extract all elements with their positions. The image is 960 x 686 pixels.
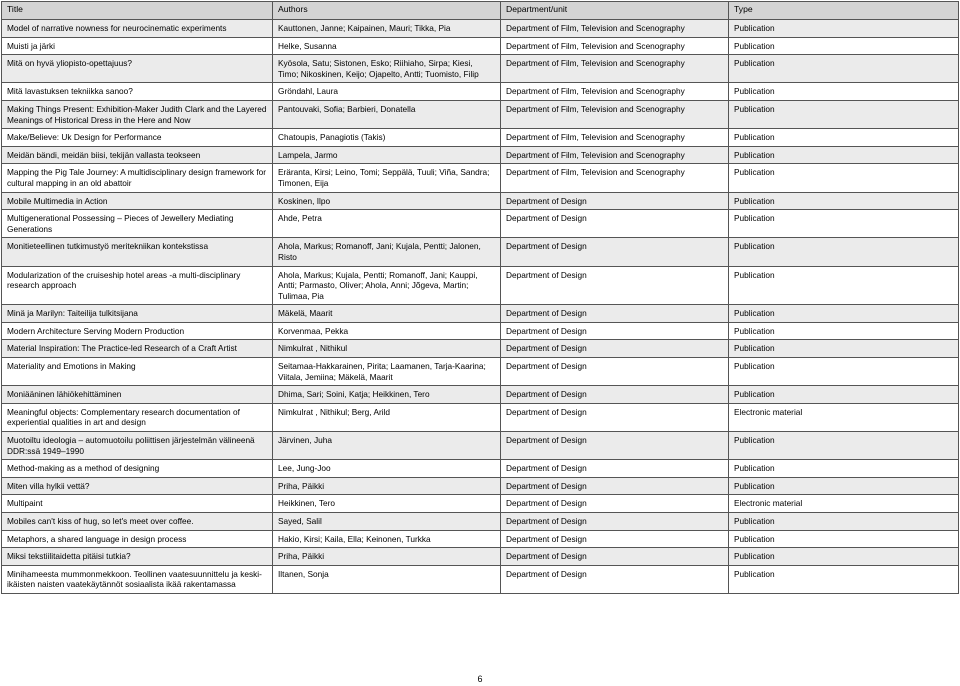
cell-authors: Koskinen, Ilpo xyxy=(273,192,501,210)
page-number: 6 xyxy=(477,674,483,684)
cell-department: Department of Design xyxy=(501,322,729,340)
cell-authors: Dhima, Sari; Soini, Katja; Heikkinen, Tero xyxy=(273,386,501,404)
cell-title: Method-making as a method of designing xyxy=(2,460,273,478)
cell-title: Mapping the Pig Tale Journey: A multidisciplinary design framework for cultural mapping in an old abattoir xyxy=(2,164,273,192)
table-row xyxy=(2,530,959,548)
cell-department: Department of Design xyxy=(501,340,729,358)
header-title: Title xyxy=(2,2,273,20)
table-row xyxy=(2,432,959,460)
cell-type: Publication xyxy=(729,477,959,495)
cell-department: Department of Design xyxy=(501,530,729,548)
table-row xyxy=(2,55,959,83)
cell-authors: Mäkelä, Maarit xyxy=(273,305,501,323)
table-row xyxy=(2,358,959,386)
cell-type: Publication xyxy=(729,55,959,83)
table-row xyxy=(2,210,959,238)
table-row xyxy=(2,20,959,38)
table-row xyxy=(2,37,959,55)
cell-authors: Iltanen, Sonja xyxy=(273,565,501,593)
cell-authors: Seitamaa-Hakkarainen, Pirita; Laamanen, Tarja-Kaarina; Viitala, Jemiina; Mäkelä, Maarit xyxy=(273,358,501,386)
table-row xyxy=(2,513,959,531)
table-row xyxy=(2,477,959,495)
cell-title: Materiality and Emotions in Making xyxy=(2,358,273,386)
table-row xyxy=(2,266,959,305)
cell-title: Making Things Present: Exhibition-Maker Judith Clark and the Layered Meanings of Historical Dress in the Here and Now xyxy=(2,100,273,128)
table-row xyxy=(2,322,959,340)
cell-department: Department of Design xyxy=(501,386,729,404)
cell-type: Publication xyxy=(729,129,959,147)
cell-title: Miksi tekstiilitaidetta pitäisi tutkia? xyxy=(2,548,273,566)
cell-department: Department of Design xyxy=(501,238,729,266)
cell-title: Minihameesta mummonmekkoon. Teollinen vaatesuunnittelu ja keski-ikäisten naisten vaatekäytännöt sosiaalista ikää rakentamassa xyxy=(2,565,273,593)
cell-type: Publication xyxy=(729,460,959,478)
cell-department: Department of Design xyxy=(501,460,729,478)
table-row xyxy=(2,403,959,431)
cell-department: Department of Design xyxy=(501,305,729,323)
cell-type: Publication xyxy=(729,548,959,566)
table-body xyxy=(2,20,959,594)
cell-department: Department of Design xyxy=(501,358,729,386)
cell-authors: Ahola, Markus; Romanoff, Jani; Kujala, Pentti; Jalonen, Risto xyxy=(273,238,501,266)
cell-title: Moniääninen lähiökehittäminen xyxy=(2,386,273,404)
cell-authors: Helke, Susanna xyxy=(273,37,501,55)
cell-department: Department of Design xyxy=(501,513,729,531)
table-row xyxy=(2,129,959,147)
cell-department: Department of Design xyxy=(501,403,729,431)
cell-type: Publication xyxy=(729,340,959,358)
cell-type: Publication xyxy=(729,83,959,101)
cell-title: Mobile Multimedia in Action xyxy=(2,192,273,210)
cell-title: Make/Believe: Uk Design for Performance xyxy=(2,129,273,147)
cell-title: Multipaint xyxy=(2,495,273,513)
cell-authors: Lee, Jung-Joo xyxy=(273,460,501,478)
cell-type: Publication xyxy=(729,100,959,128)
cell-authors: Nimkulrat , Nithikul xyxy=(273,340,501,358)
cell-authors: Priha, Päikki xyxy=(273,477,501,495)
cell-title: Muisti ja järki xyxy=(2,37,273,55)
table-row xyxy=(2,192,959,210)
cell-type: Publication xyxy=(729,386,959,404)
cell-authors: Pantouvaki, Sofia; Barbieri, Donatella xyxy=(273,100,501,128)
table-row xyxy=(2,386,959,404)
header-type: Type xyxy=(729,2,959,20)
cell-type: Publication xyxy=(729,37,959,55)
cell-type: Electronic material xyxy=(729,495,959,513)
cell-title: Metaphors, a shared language in design process xyxy=(2,530,273,548)
cell-title: Meaningful objects: Complementary research documentation of experiential qualities in art and design xyxy=(2,403,273,431)
cell-type: Publication xyxy=(729,164,959,192)
cell-title: Modern Architecture Serving Modern Production xyxy=(2,322,273,340)
table-row xyxy=(2,146,959,164)
cell-type: Publication xyxy=(729,20,959,38)
cell-type: Publication xyxy=(729,192,959,210)
cell-authors: Chatoupis, Panagiotis (Takis) xyxy=(273,129,501,147)
cell-authors: Sayed, Salil xyxy=(273,513,501,531)
cell-authors: Hakio, Kirsi; Kaila, Ella; Keinonen, Turkka xyxy=(273,530,501,548)
cell-department: Department of Design xyxy=(501,565,729,593)
cell-title: Miten villa hylkii vettä? xyxy=(2,477,273,495)
cell-title: Model of narrative nowness for neurocinematic experiments xyxy=(2,20,273,38)
cell-title: Modularization of the cruiseship hotel areas -a multi-disciplinary research approach xyxy=(2,266,273,305)
table-header-row xyxy=(2,2,959,20)
header-department: Department/unit xyxy=(501,2,729,20)
cell-authors: Kyösola, Satu; Sistonen, Esko; Riihiaho, Sirpa; Kiesi, Timo; Nikoskinen, Keijo; Ojapelto, Antti; Tuomisto, Filip xyxy=(273,55,501,83)
cell-department: Department of Design xyxy=(501,548,729,566)
header-authors: Authors xyxy=(273,2,501,20)
cell-type: Publication xyxy=(729,322,959,340)
cell-type: Publication xyxy=(729,432,959,460)
cell-type: Publication xyxy=(729,513,959,531)
cell-title: Minä ja Marilyn: Taiteilija tulkitsijana xyxy=(2,305,273,323)
cell-title: Mitä lavastuksen tekniikka sanoo? xyxy=(2,83,273,101)
cell-department: Department of Film, Television and Scenography xyxy=(501,20,729,38)
cell-department: Department of Film, Television and Scenography xyxy=(501,164,729,192)
cell-department: Department of Film, Television and Scenography xyxy=(501,100,729,128)
cell-type: Publication xyxy=(729,238,959,266)
cell-authors: Järvinen, Juha xyxy=(273,432,501,460)
cell-authors: Gröndahl, Laura xyxy=(273,83,501,101)
cell-authors: Priha, Päikki xyxy=(273,548,501,566)
cell-department: Department of Design xyxy=(501,210,729,238)
publications-table xyxy=(1,1,959,594)
cell-type: Publication xyxy=(729,305,959,323)
cell-title: Multigenerational Possessing – Pieces of Jewellery Mediating Generations xyxy=(2,210,273,238)
cell-department: Department of Film, Television and Scenography xyxy=(501,37,729,55)
table-row xyxy=(2,495,959,513)
cell-authors: Nimkulrat , Nithikul; Berg, Arild xyxy=(273,403,501,431)
cell-type: Publication xyxy=(729,210,959,238)
cell-department: Department of Design xyxy=(501,266,729,305)
cell-department: Department of Design xyxy=(501,495,729,513)
cell-title: Muotoiltu ideologia – automuotoilu poliittisen järjestelmän välineenä DDR:ssä 1949–1990 xyxy=(2,432,273,460)
cell-department: Department of Film, Television and Scenography xyxy=(501,129,729,147)
cell-department: Department of Film, Television and Scenography xyxy=(501,83,729,101)
table-row xyxy=(2,83,959,101)
cell-type: Publication xyxy=(729,146,959,164)
table-row xyxy=(2,340,959,358)
cell-title: Monitieteellinen tutkimustyö meritekniikan kontekstissa xyxy=(2,238,273,266)
table-row xyxy=(2,565,959,593)
cell-authors: Ahde, Petra xyxy=(273,210,501,238)
table-row xyxy=(2,305,959,323)
cell-type: Publication xyxy=(729,530,959,548)
cell-department: Department of Design xyxy=(501,432,729,460)
cell-title: Mitä on hyvä yliopisto-opettajuus? xyxy=(2,55,273,83)
table-row xyxy=(2,548,959,566)
cell-authors: Eräranta, Kirsi; Leino, Tomi; Seppälä, Tuuli; Viña, Sandra; Timonen, Eija xyxy=(273,164,501,192)
cell-authors: Korvenmaa, Pekka xyxy=(273,322,501,340)
table-row xyxy=(2,460,959,478)
cell-department: Department of Film, Television and Scenography xyxy=(501,146,729,164)
cell-authors: Kauttonen, Janne; Kaipainen, Mauri; Tikka, Pia xyxy=(273,20,501,38)
cell-department: Department of Film, Television and Scenography xyxy=(501,55,729,83)
cell-type: Publication xyxy=(729,358,959,386)
cell-type: Publication xyxy=(729,266,959,305)
cell-authors: Heikkinen, Tero xyxy=(273,495,501,513)
cell-title: Mobiles can't kiss of hug, so let's meet over coffee. xyxy=(2,513,273,531)
table-row xyxy=(2,238,959,266)
cell-type: Publication xyxy=(729,565,959,593)
cell-authors: Lampela, Jarmo xyxy=(273,146,501,164)
cell-title: Meidän bändi, meidän biisi, tekijän vallasta teokseen xyxy=(2,146,273,164)
cell-authors: Ahola, Markus; Kujala, Pentti; Romanoff, Jani; Kauppi, Antti; Parmasto, Oliver; Ahola, Anni; Jõgeva, Martin; Tulimaa, Pia xyxy=(273,266,501,305)
cell-title: Material Inspiration: The Practice-led Research of a Craft Artist xyxy=(2,340,273,358)
cell-type: Electronic material xyxy=(729,403,959,431)
cell-department: Department of Design xyxy=(501,192,729,210)
table-row xyxy=(2,164,959,192)
cell-department: Department of Design xyxy=(501,477,729,495)
table-row xyxy=(2,100,959,128)
